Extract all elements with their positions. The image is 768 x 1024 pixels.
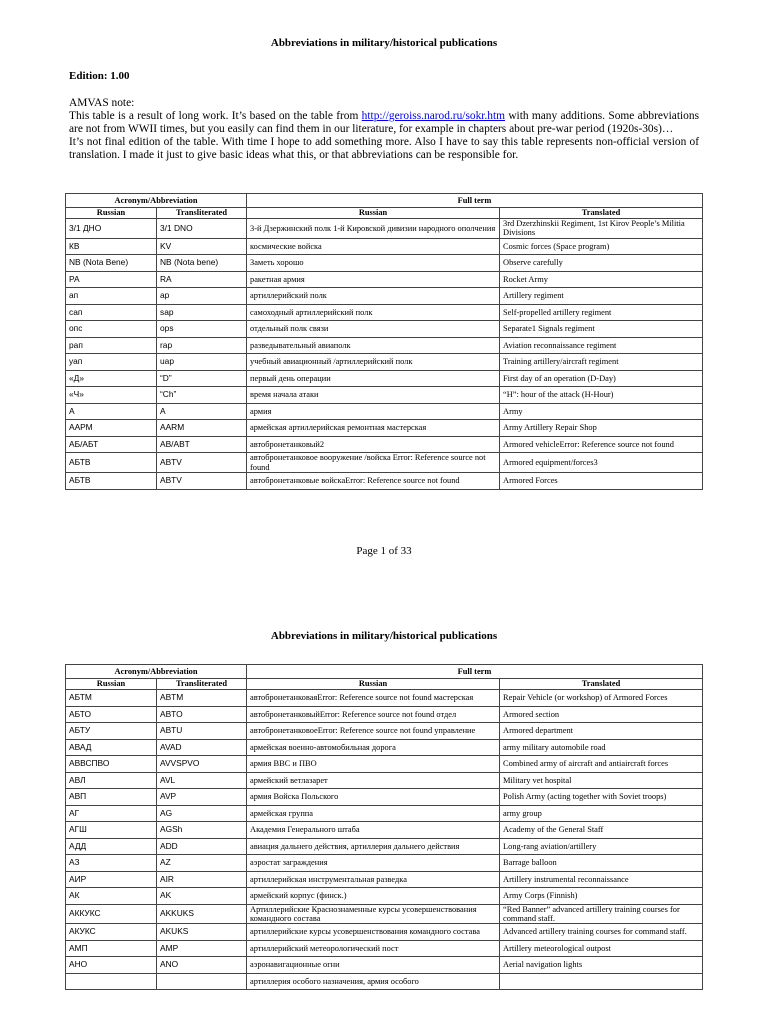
full-term-russian-cell: автобронетанковые войскаError: Reference source not found bbox=[247, 473, 500, 490]
full-term-russian-cell: армейская группа bbox=[247, 805, 500, 822]
table-row bbox=[66, 403, 703, 420]
header-russian: Russian bbox=[66, 679, 157, 690]
abbr-russian-cell: NB (Nota Bene) bbox=[66, 255, 157, 272]
full-term-russian-cell: армейская военно-автомобильная дорога bbox=[247, 739, 500, 756]
full-term-translated-cell: “Red Banner” advanced artillery training courses for command staff. bbox=[500, 904, 703, 924]
abbr-transliterated-cell: AARM bbox=[157, 420, 247, 437]
full-term-translated-cell: Armored department bbox=[500, 723, 703, 740]
table-row bbox=[66, 723, 703, 740]
abbr-transliterated-cell: ABTO bbox=[157, 706, 247, 723]
full-term-russian-cell: авиация дальнего действия, артиллерия дальнего действия bbox=[247, 838, 500, 855]
table-row bbox=[66, 888, 703, 905]
header-transliterated: Transliterated bbox=[157, 679, 247, 690]
full-term-translated-cell: Armored section bbox=[500, 706, 703, 723]
full-term-russian-cell: аэронавигационные огни bbox=[247, 957, 500, 974]
abbr-russian-cell: АЗ bbox=[66, 855, 157, 872]
full-term-translated-cell: army group bbox=[500, 805, 703, 822]
abbr-russian-cell: АНО bbox=[66, 957, 157, 974]
full-term-russian-cell: время начала атаки bbox=[247, 387, 500, 404]
full-term-translated-cell: Rocket Army bbox=[500, 271, 703, 288]
full-term-russian-cell: космические войска bbox=[247, 238, 500, 255]
full-term-translated-cell: Repair Vehicle (or workshop) of Armored Forces bbox=[500, 690, 703, 707]
table-row bbox=[66, 904, 703, 924]
table-row bbox=[66, 436, 703, 453]
full-term-translated-cell: Armored equipment/forces3 bbox=[500, 453, 703, 473]
abbr-russian-cell: АМП bbox=[66, 940, 157, 957]
note-paragraph-2: It’s not final edition of the table. With time I hope to add something more. Also I have to say this table represents non-official version of translation. I made it just to give basic ideas what this, or that abbreviations can be responsible for. bbox=[69, 136, 699, 162]
table-row bbox=[66, 973, 703, 990]
abbr-russian-cell: АВВСПВО bbox=[66, 756, 157, 773]
abbr-transliterated-cell: ABTV bbox=[157, 453, 247, 473]
full-term-russian-cell: самоходный артиллерийский полк bbox=[247, 304, 500, 321]
abbr-transliterated-cell: NB (Nota bene) bbox=[157, 255, 247, 272]
table-row bbox=[66, 271, 703, 288]
table-row bbox=[66, 756, 703, 773]
full-term-russian-cell: армейская артиллерийская ремонтная мастерская bbox=[247, 420, 500, 437]
full-term-russian-cell: армия bbox=[247, 403, 500, 420]
full-term-translated-cell: Self-propelled artillery regiment bbox=[500, 304, 703, 321]
abbr-transliterated-cell: ABTV bbox=[157, 473, 247, 490]
table-row bbox=[66, 789, 703, 806]
abbr-russian-cell: «Ч» bbox=[66, 387, 157, 404]
full-term-russian-cell: армейский ветлазарет bbox=[247, 772, 500, 789]
full-term-translated-cell: 3rd Dzerzhinskii Regiment, 1st Kirov People’s Militia Divisions bbox=[500, 219, 703, 239]
full-term-translated-cell: “H”: hour of the attack (H-Hour) bbox=[500, 387, 703, 404]
table-row bbox=[66, 321, 703, 338]
abbr-russian-cell: РА bbox=[66, 271, 157, 288]
table-row bbox=[66, 706, 703, 723]
full-term-russian-cell: автобронетанковаяError: Reference source not found мастерская bbox=[247, 690, 500, 707]
abbr-transliterated-cell: A bbox=[157, 403, 247, 420]
table-row bbox=[66, 772, 703, 789]
full-term-russian-cell: автобронетанковоеError: Reference source not found управление bbox=[247, 723, 500, 740]
table-row bbox=[66, 337, 703, 354]
abbr-russian-cell: АБТО bbox=[66, 706, 157, 723]
abbreviation-table-2 bbox=[65, 664, 703, 990]
full-term-russian-cell: артиллерийские курсы усовершенствования командного состава bbox=[247, 924, 500, 941]
abbr-transliterated-cell: AKUKS bbox=[157, 924, 247, 941]
full-term-russian-cell: армейский корпус (финск.) bbox=[247, 888, 500, 905]
abbr-transliterated-cell: AGSh bbox=[157, 822, 247, 839]
abbr-transliterated-cell: sap bbox=[157, 304, 247, 321]
abbr-transliterated-cell: AK bbox=[157, 888, 247, 905]
abbr-russian-cell: АККУКС bbox=[66, 904, 157, 924]
table-row bbox=[66, 957, 703, 974]
full-term-russian-cell: отдельный полк связи bbox=[247, 321, 500, 338]
full-term-translated-cell: Polish Army (acting together with Soviet troops) bbox=[500, 789, 703, 806]
full-term-russian-cell: автобронетанковыйError: Reference source not found отдел bbox=[247, 706, 500, 723]
full-term-russian-cell: автобронетанковое вооружение /войска Error: Reference source not found bbox=[247, 453, 500, 473]
abbr-transliterated-cell: “Ch” bbox=[157, 387, 247, 404]
abbr-russian-cell: А bbox=[66, 403, 157, 420]
header-russian-term: Russian bbox=[247, 679, 500, 690]
page2-title: Abbreviations in military/historical publications bbox=[270, 630, 498, 642]
header-translated: Translated bbox=[500, 679, 703, 690]
table-row bbox=[66, 805, 703, 822]
abbr-transliterated-cell: “D” bbox=[157, 370, 247, 387]
abbr-russian-cell: АБТУ bbox=[66, 723, 157, 740]
abbr-transliterated-cell: AVVSPVO bbox=[157, 756, 247, 773]
abbr-transliterated-cell: ops bbox=[157, 321, 247, 338]
abbr-transliterated-cell: KV bbox=[157, 238, 247, 255]
full-term-translated-cell: Artillery instrumental reconnaissance bbox=[500, 871, 703, 888]
header-full-term: Full term bbox=[247, 194, 703, 208]
full-term-translated-cell: Barrage balloon bbox=[500, 855, 703, 872]
full-term-translated-cell: Academy of the General Staff bbox=[500, 822, 703, 839]
full-term-translated-cell: Long-rang aviation/artillery bbox=[500, 838, 703, 855]
abbr-russian-cell: АК bbox=[66, 888, 157, 905]
full-term-russian-cell: автобронетанковый2 bbox=[247, 436, 500, 453]
full-term-russian-cell: разведывательный авиаполк bbox=[247, 337, 500, 354]
full-term-russian-cell: 3-й Дзержинский полк 1-й Кировской дивизии народного ополчения bbox=[247, 219, 500, 239]
header-full-term: Full term bbox=[247, 665, 703, 679]
table-row bbox=[66, 690, 703, 707]
abbr-russian-cell: сап bbox=[66, 304, 157, 321]
abbr-transliterated-cell: ANO bbox=[157, 957, 247, 974]
note-label: AMVAS note: bbox=[69, 97, 135, 109]
full-term-translated-cell: Army Corps (Finnish) bbox=[500, 888, 703, 905]
abbreviation-table-1 bbox=[65, 193, 703, 490]
table-row bbox=[66, 838, 703, 855]
table-row bbox=[66, 871, 703, 888]
abbr-transliterated-cell bbox=[157, 973, 247, 990]
table-row bbox=[66, 238, 703, 255]
header-acronym: Acronym/Abbreviation bbox=[66, 194, 247, 208]
abbr-transliterated-cell: AG bbox=[157, 805, 247, 822]
abbr-transliterated-cell: AB/ABT bbox=[157, 436, 247, 453]
abbr-russian-cell: КВ bbox=[66, 238, 157, 255]
amvas-note bbox=[69, 97, 699, 162]
header-acronym: Acronym/Abbreviation bbox=[66, 665, 247, 679]
full-term-translated-cell: Military vet hospital bbox=[500, 772, 703, 789]
full-term-translated-cell: Aviation reconnaissance regiment bbox=[500, 337, 703, 354]
note-text-a: This table is a result of long work. It’s based on the table from bbox=[69, 110, 359, 123]
abbr-russian-cell: АБТМ bbox=[66, 690, 157, 707]
full-term-russian-cell: ракетная армия bbox=[247, 271, 500, 288]
full-term-translated-cell: Separate1 Signals regiment bbox=[500, 321, 703, 338]
abbr-russian-cell: рап bbox=[66, 337, 157, 354]
table-row bbox=[66, 288, 703, 305]
table-row bbox=[66, 473, 703, 490]
abbr-russian-cell: опс bbox=[66, 321, 157, 338]
full-term-translated-cell bbox=[500, 973, 703, 990]
abbr-russian-cell: АГ bbox=[66, 805, 157, 822]
table-row bbox=[66, 453, 703, 473]
abbr-russian-cell: АДД bbox=[66, 838, 157, 855]
abbr-transliterated-cell: AVP bbox=[157, 789, 247, 806]
abbr-russian-cell: АВАД bbox=[66, 739, 157, 756]
abbr-russian-cell: АИР bbox=[66, 871, 157, 888]
table-row bbox=[66, 822, 703, 839]
full-term-russian-cell: армия ВВС и ПВО bbox=[247, 756, 500, 773]
note-text-b: with many additions. Some abbreviations are not from WWII times, but you easily can find them in our literature, for example in chapters about pre-war period (1920s-30s)… bbox=[69, 110, 700, 136]
full-term-translated-cell: Artillery regiment bbox=[500, 288, 703, 305]
full-term-russian-cell: артиллерийский метеорологический пост bbox=[247, 940, 500, 957]
abbr-transliterated-cell: 3/1 DNO bbox=[157, 219, 247, 239]
table-row bbox=[66, 219, 703, 239]
full-term-translated-cell: Advanced artillery training courses for command staff. bbox=[500, 924, 703, 941]
table-row bbox=[66, 354, 703, 371]
edition-label: Edition: 1.00 bbox=[69, 70, 130, 82]
abbr-transliterated-cell: RA bbox=[157, 271, 247, 288]
abbr-transliterated-cell: rap bbox=[157, 337, 247, 354]
full-term-translated-cell: Army bbox=[500, 403, 703, 420]
full-term-translated-cell: army military automobile road bbox=[500, 739, 703, 756]
full-term-russian-cell: Академия Генерального штаба bbox=[247, 822, 500, 839]
page-footer: Page 1 of 33 bbox=[356, 545, 412, 557]
full-term-russian-cell: артиллерия особого назначения, армия особого bbox=[247, 973, 500, 990]
abbr-transliterated-cell: AVAD bbox=[157, 739, 247, 756]
abbr-russian-cell: 3/1 ДНО bbox=[66, 219, 157, 239]
note-paragraph-1 bbox=[69, 110, 699, 136]
abbr-russian-cell: ААРМ bbox=[66, 420, 157, 437]
table-row bbox=[66, 855, 703, 872]
full-term-russian-cell: первый день операции bbox=[247, 370, 500, 387]
full-term-russian-cell: артиллерийская инструментальная разведка bbox=[247, 871, 500, 888]
full-term-russian-cell: аэростат заграждения bbox=[247, 855, 500, 872]
full-term-russian-cell: учебный авиационный /артиллерийский полк bbox=[247, 354, 500, 371]
abbr-transliterated-cell: AZ bbox=[157, 855, 247, 872]
table-row bbox=[66, 304, 703, 321]
abbr-russian-cell: ап bbox=[66, 288, 157, 305]
abbr-russian-cell: АБТВ bbox=[66, 473, 157, 490]
full-term-russian-cell: Заметь хорошо bbox=[247, 255, 500, 272]
abbr-transliterated-cell: AKKUKS bbox=[157, 904, 247, 924]
table-row bbox=[66, 255, 703, 272]
full-term-translated-cell: First day of an operation (D-Day) bbox=[500, 370, 703, 387]
full-term-russian-cell: армия Войска Польского bbox=[247, 789, 500, 806]
page1-title: Abbreviations in military/historical publications bbox=[270, 37, 498, 49]
abbr-russian-cell: АБТВ bbox=[66, 453, 157, 473]
abbr-transliterated-cell: uap bbox=[157, 354, 247, 371]
full-term-translated-cell: Combined army of aircraft and antiaircraft forces bbox=[500, 756, 703, 773]
abbr-russian-cell: уап bbox=[66, 354, 157, 371]
abbr-russian-cell: «Д» bbox=[66, 370, 157, 387]
table-row bbox=[66, 940, 703, 957]
table-row bbox=[66, 387, 703, 404]
header-transliterated: Transliterated bbox=[157, 208, 247, 219]
abbr-russian-cell: АКУКС bbox=[66, 924, 157, 941]
full-term-translated-cell: Army Artillery Repair Shop bbox=[500, 420, 703, 437]
abbr-russian-cell: АБ/АБТ bbox=[66, 436, 157, 453]
full-term-translated-cell: Armored Forces bbox=[500, 473, 703, 490]
abbr-transliterated-cell: ap bbox=[157, 288, 247, 305]
table-row bbox=[66, 420, 703, 437]
abbr-transliterated-cell: ABTM bbox=[157, 690, 247, 707]
abbr-russian-cell: АВП bbox=[66, 789, 157, 806]
abbr-transliterated-cell: ABTU bbox=[157, 723, 247, 740]
header-russian: Russian bbox=[66, 208, 157, 219]
header-translated: Translated bbox=[500, 208, 703, 219]
full-term-russian-cell: Артиллерийские Краснознаменные курсы усовершенствования командного состава bbox=[247, 904, 500, 924]
abbr-transliterated-cell: AMP bbox=[157, 940, 247, 957]
abbr-russian-cell: АГШ bbox=[66, 822, 157, 839]
abbr-russian-cell: АВЛ bbox=[66, 772, 157, 789]
full-term-translated-cell: Artillery meteorological outpost bbox=[500, 940, 703, 957]
table-row bbox=[66, 739, 703, 756]
full-term-translated-cell: Training artillery/aircraft regiment bbox=[500, 354, 703, 371]
full-term-russian-cell: артиллерийский полк bbox=[247, 288, 500, 305]
abbr-russian-cell bbox=[66, 973, 157, 990]
header-russian-term: Russian bbox=[247, 208, 500, 219]
full-term-translated-cell: Aerial navigation lights bbox=[500, 957, 703, 974]
abbr-transliterated-cell: AIR bbox=[157, 871, 247, 888]
full-term-translated-cell: Armored vehicleError: Reference source not found bbox=[500, 436, 703, 453]
abbr-transliterated-cell: AVL bbox=[157, 772, 247, 789]
table-row bbox=[66, 370, 703, 387]
source-link[interactable]: http://geroiss.narod.ru/sokr.htm bbox=[361, 110, 505, 123]
full-term-translated-cell: Observe carefully bbox=[500, 255, 703, 272]
full-term-translated-cell: Cosmic forces (Space program) bbox=[500, 238, 703, 255]
table-row bbox=[66, 924, 703, 941]
abbr-transliterated-cell: ADD bbox=[157, 838, 247, 855]
